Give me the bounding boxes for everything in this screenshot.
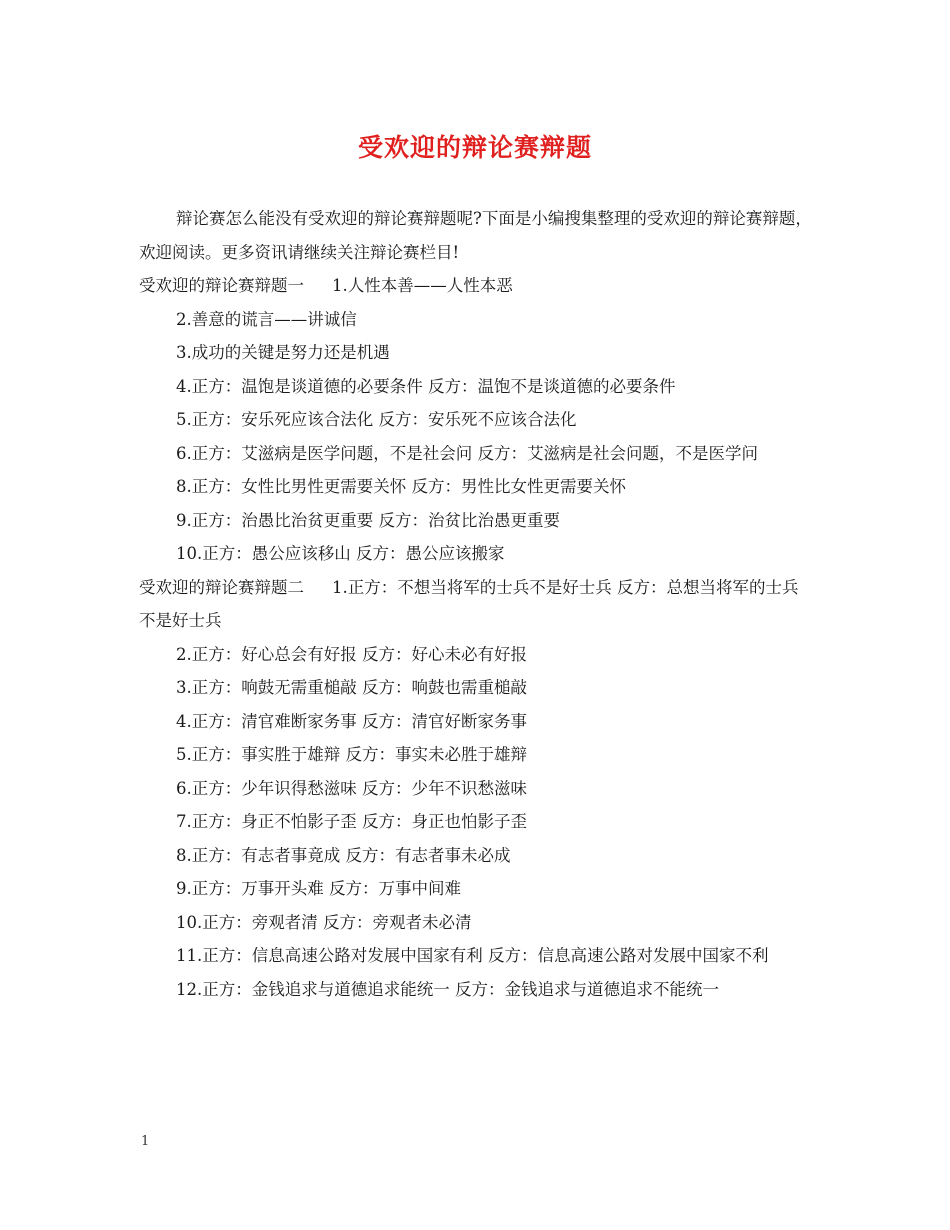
list-item: 11.正方：信息高速公路对发展中国家有利 反方：信息高速公路对发展中国家不利 xyxy=(176,946,769,965)
page-number: 1 xyxy=(141,1134,150,1149)
section-2-line xyxy=(139,571,814,638)
list-item: 5.正方：安乐死应该合法化 反方：安乐死不应该合法化 xyxy=(176,410,577,429)
document-title: 受欢迎的辩论赛辩题 xyxy=(357,133,592,162)
list-item: 4.正方：温饱是谈道德的必要条件 反方：温饱不是谈道德的必要条件 xyxy=(176,376,676,396)
intro-paragraph: 辩论赛怎么能没有受欢迎的辩论赛辩题呢?下面是小编搜集整理的受欢迎的辩论赛辩题，欢迎阅读。更多资讯请继续关注辩论赛栏目! xyxy=(139,209,812,262)
list-item: 6.正方：艾滋病是医学问题，不是社会问 反方：艾滋病是社会问题，不是医学问 xyxy=(176,443,758,463)
list-item: 12.正方：金钱追求与道德追求能统一 反方：金钱追求与道德追求不能统一 xyxy=(176,979,719,999)
list-item: 7.正方：身正不怕影子歪 反方：身正也怕影子歪 xyxy=(176,812,527,831)
section-2-first-item: 1.正方：不想当将军的士兵不是好士兵 反方：总想当将军的士兵不是好士兵 xyxy=(139,577,799,630)
section-1-first-item: 1.人性本善——人性本恶 xyxy=(332,276,513,295)
list-item: 6.正方：少年识得愁滋味 反方：少年不识愁滋味 xyxy=(176,778,527,798)
section-1-line xyxy=(139,269,814,303)
list-item: 5.正方：事实胜于雄辩 反方：事实未必胜于雄辩 xyxy=(176,745,527,764)
section-1-heading: 受欢迎的辩论赛辩题一 xyxy=(139,276,304,295)
list-item: 8.正方：有志者事竟成 反方：有志者事未必成 xyxy=(176,845,511,865)
list-item: 9.正方：万事开头难 反方：万事中间难 xyxy=(176,879,461,898)
list-item: 10.正方：旁观者清 反方：旁观者未必清 xyxy=(176,912,472,932)
section-2-heading: 受欢迎的辩论赛辩题二 xyxy=(139,577,304,597)
list-item: 2.善意的谎言——讲诚信 xyxy=(176,309,357,329)
list-item: 2.正方：好心总会有好报 反方：好心未必有好报 xyxy=(176,644,527,664)
document-body xyxy=(139,202,814,1006)
list-item: 8.正方：女性比男性更需要关怀 反方：男性比女性更需要关怀 xyxy=(176,477,626,496)
list-item: 9.正方：治愚比治贫更重要 反方：治贫比治愚更重要 xyxy=(176,510,560,530)
list-item: 3.正方：响鼓无需重槌敲 反方：响鼓也需重槌敲 xyxy=(176,678,527,697)
list-item: 4.正方：清官难断家务事 反方：清官好断家务事 xyxy=(176,711,527,731)
list-item: 3.成功的关键是努力还是机遇 xyxy=(176,343,390,362)
list-item: 10.正方：愚公应该移山 反方：愚公应该搬家 xyxy=(176,544,505,563)
